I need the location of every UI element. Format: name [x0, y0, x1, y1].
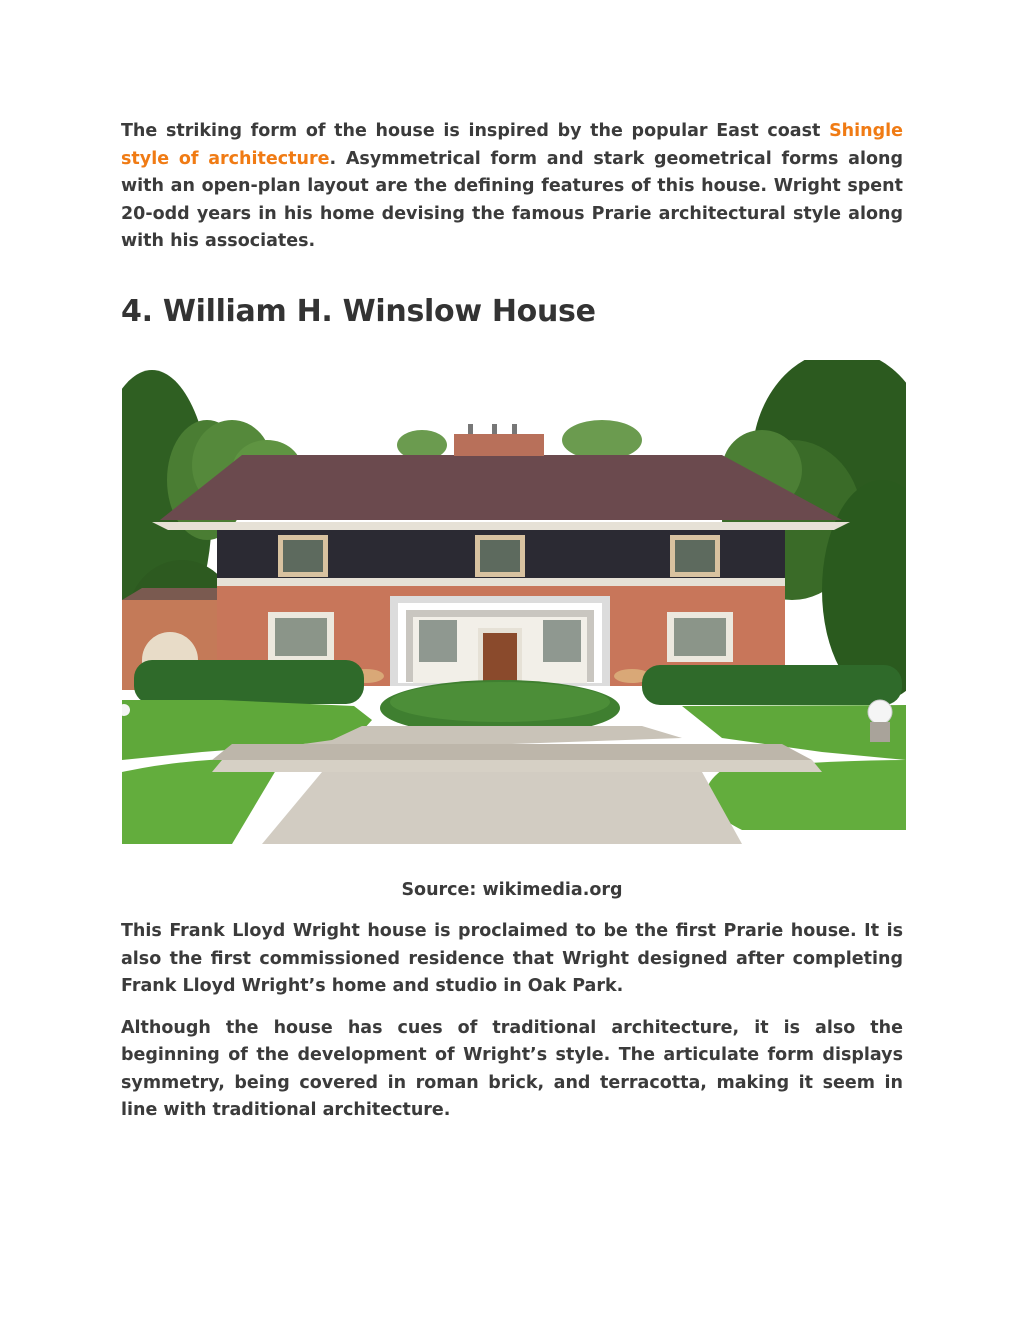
image-caption: Source: wikimedia.org — [401, 880, 623, 900]
intro-paragraph — [121, 118, 903, 256]
article-top — [121, 118, 903, 332]
intro-text-end: . Asymmetrical form and stark geometrical forms along with an open-plan layout are the defining features of this house. Wright spent 20-odd years in his home devising the famous Prarie architectural style along with his associates. — [121, 148, 903, 251]
article-body — [121, 918, 903, 1125]
section-heading: 4. William H. Winslow House — [121, 293, 596, 329]
winslow-house-photo — [122, 360, 906, 844]
intro-text-start: The striking form of the house is inspired by the popular East coast — [121, 121, 830, 141]
body-paragraph-2: Although the house has cues of traditional architecture, it is also the beginning of the development of Wright’s style. The articulate form displays symmetry, being covered in roman brick, and terracotta, making it seem in line with traditional architecture. — [121, 1017, 903, 1120]
shingle-style-link[interactable]: Shingle style of architecture — [121, 121, 903, 169]
body-paragraph-1: This Frank Lloyd Wright house is proclaimed to be the first Prarie house. It is also the first commissioned residence that Wright designed after completing Frank Lloyd Wright’s home and studio in Oak Park. — [121, 921, 903, 996]
